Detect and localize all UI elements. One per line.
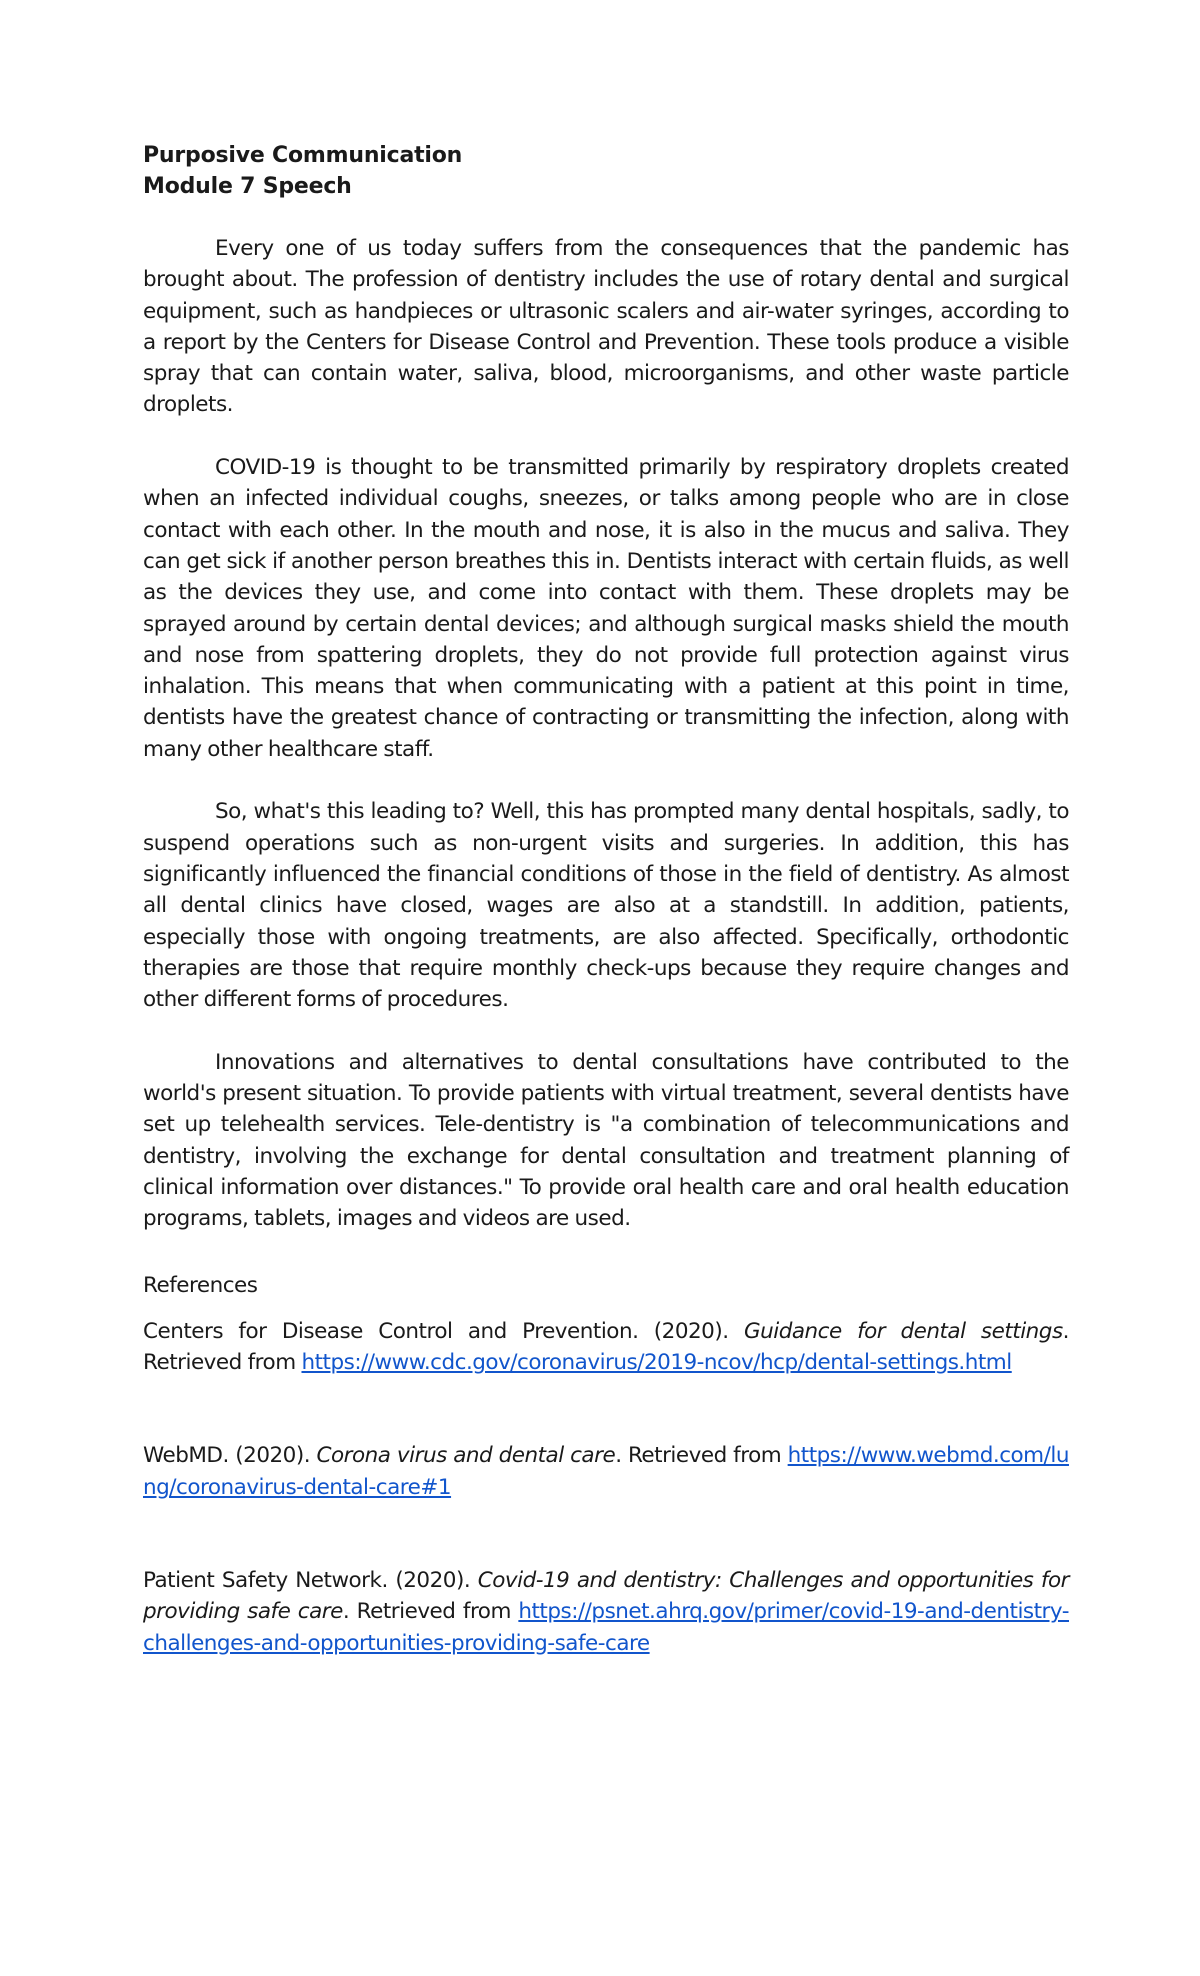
reference-title: Covid-19 and dentistry: Challenges and opportunities for providing safe care	[143, 1567, 1069, 1625]
reference-link[interactable]: https://www.webmd.com/lung/coronavirus-dental-care#1	[143, 1443, 1069, 1500]
references-heading: References	[143, 1272, 258, 1298]
reference-title: Corona virus and dental care	[316, 1443, 616, 1469]
reference-item	[143, 1440, 1069, 1503]
document-page	[143, 140, 1069, 1721]
reference-item	[143, 1316, 1069, 1379]
reference-link[interactable]: https://www.cdc.gov/coronavirus/2019-ncov/hcp/dental-settings.html	[301, 1350, 1012, 1376]
reference-retrieved: . Retrieved from	[143, 1318, 1069, 1376]
reference-author-year: Centers for Disease Control and Prevention. (2020).	[143, 1318, 729, 1344]
paragraph-1: Every one of us today suffers from the consequences that the pandemic has brought about. The profession of dentistry includes the use of rotary dental and surgical equipment, such as handpieces or ultrasonic scalers and air-water syringes, according to a report by the Centers for Disease Control and Prevention. These tools produce a visible spray that can contain water, saliva, blood, microorganisms, and other waste particle droplets.	[143, 236, 1069, 418]
reference-retrieved: . Retrieved from	[615, 1443, 782, 1469]
reference-item	[143, 1565, 1069, 1659]
reference-author-year: Patient Safety Network. (2020).	[143, 1567, 471, 1593]
course-title: Purposive Communication	[143, 143, 463, 168]
reference-retrieved: . Retrieved from	[342, 1599, 511, 1625]
module-title: Module 7 Speech	[143, 174, 352, 199]
paragraph-3: So, what's this leading to? Well, this has prompted many dental hospitals, sadly, to suspend operations such as non-urgent visits and surgeries. In addition, this has significantly influenced the financial conditions of those in the field of dentistry. As almost all dental clinics have closed, wages are also at a standstill. In addition, patients, especially those with ongoing treatments, are also affected. Specifically, orthodontic therapies are those that require monthly check-ups because they require changes and other different forms of procedures.	[143, 799, 1069, 1013]
paragraph-2: COVID-19 is thought to be transmitted primarily by respiratory droplets created when an infected individual coughs, sneezes, or talks among people who are in close contact with each other. In the mouth and nose, it is also in the mucus and saliva. They can get sick if another person breathes this in. Dentists interact with certain fluids, as well as the devices they use, and come into contact with them. These droplets may be sprayed around by certain dental devices; and although surgical masks shield the mouth and nose from spattering droplets, they do not provide full protection against virus inhalation. This means that when communicating with a patient at this point in time, dentists have the greatest chance of contracting or transmitting the infection, along with many other healthcare staff.	[143, 455, 1069, 762]
reference-link[interactable]: https://psnet.ahrq.gov/primer/covid-19-and-dentistry-challenges-and-opportunities-providing-safe-care	[143, 1599, 1069, 1656]
reference-author-year: WebMD. (2020).	[143, 1443, 311, 1469]
reference-title: Guidance for dental settings	[743, 1318, 1063, 1344]
paragraph-4: Innovations and alternatives to dental consultations have contributed to the world's present situation. To provide patients with virtual treatment, several dentists have set up telehealth services. Tele-dentistry is "a combination of telecommunications and dentistry, involving the exchange for dental consultation and treatment planning of clinical information over distances." To provide oral health care and oral health education programs, tablets, images and videos are used.	[143, 1049, 1069, 1232]
